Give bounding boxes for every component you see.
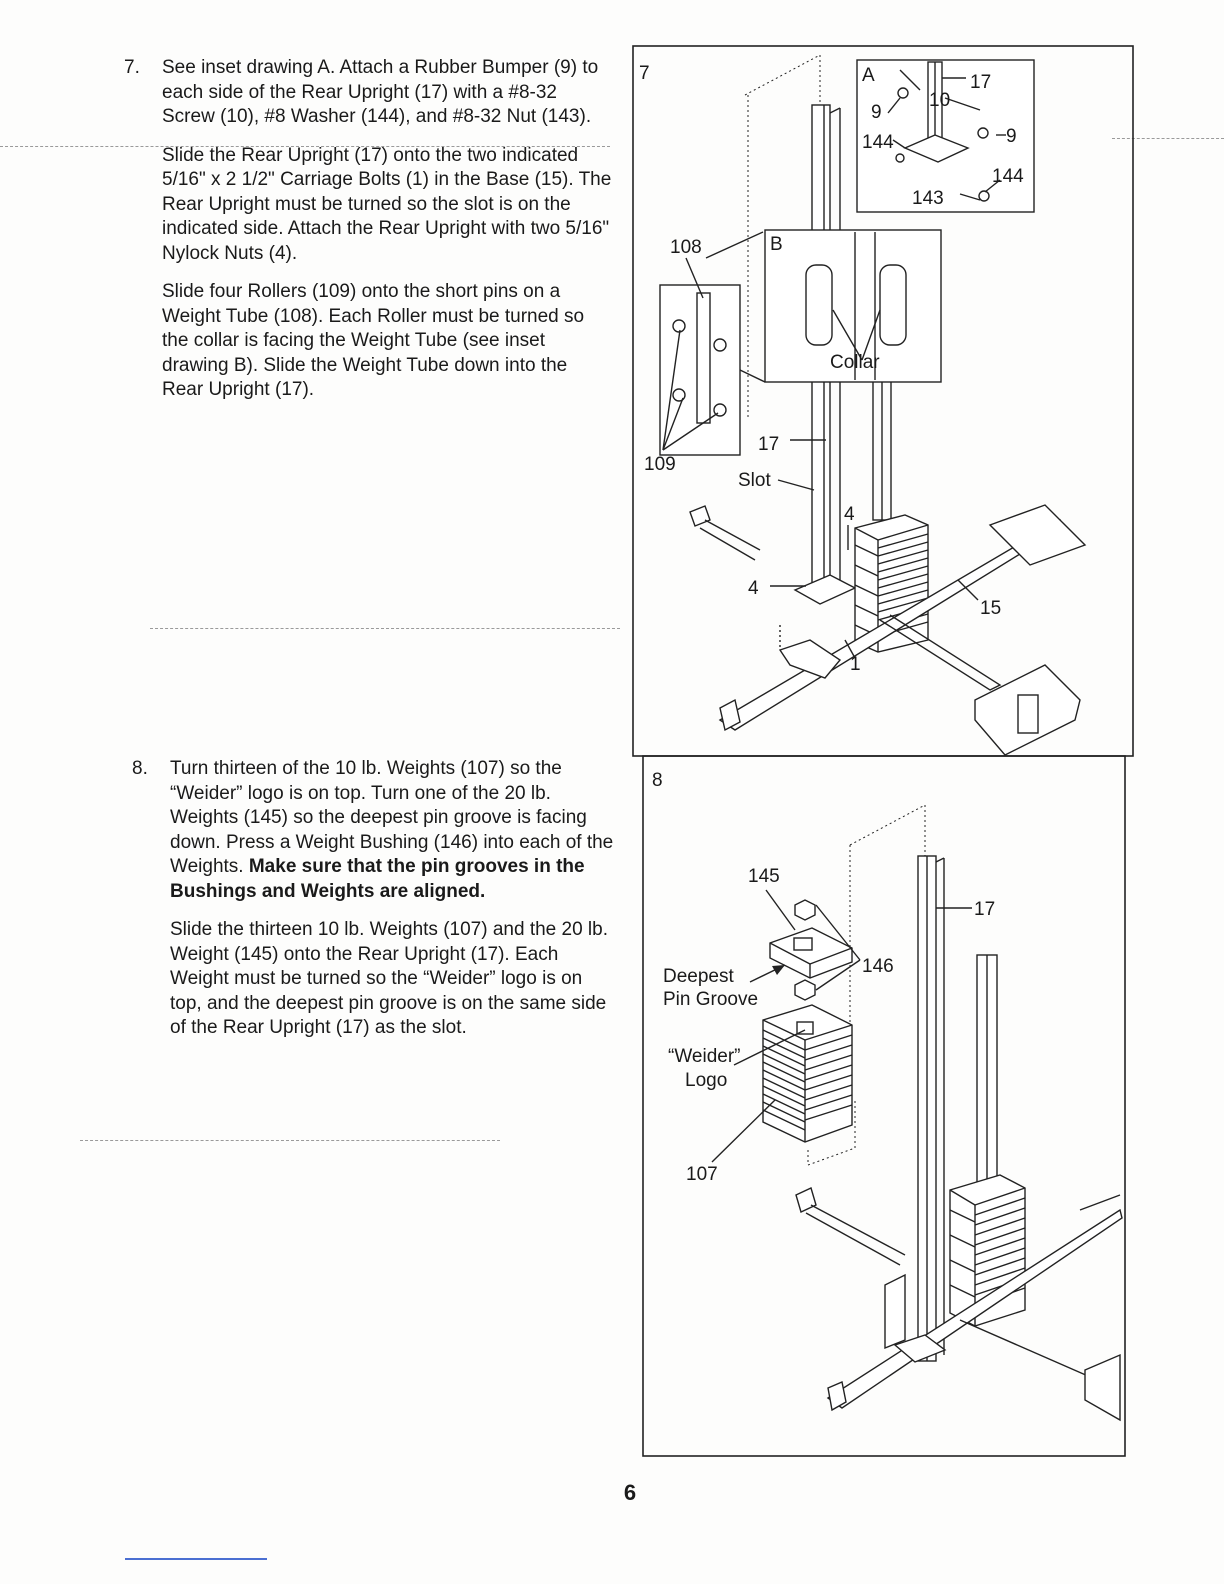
label-pin-groove: Pin Groove: [663, 989, 759, 1010]
step-7-paragraph-3: Slide four Rollers (109) onto the short pins on a Weight Tube (108). Each Roller must be turned so the collar is facing the Weight Tube (see inset drawing B). Slide the Weight Tube down into the Rear Upright (17).: [162, 281, 585, 400]
step-7-paragraph-1: See inset drawing A. Attach a Rubber Bumper (9) to each side of the Rear Upright (17) with a #8-32 Screw (10), #8 Washer (144), and #8-32 Nut (143).: [162, 57, 599, 127]
label-weider: “Weider”: [668, 1046, 741, 1067]
panel-7-drawing: [660, 55, 1085, 755]
label-nut-top: 4: [844, 504, 855, 525]
label-bushing: 146: [862, 956, 894, 977]
inset-b-collar: Collar: [830, 352, 880, 373]
label-20lb-weight: 145: [748, 866, 780, 887]
label-weight-tube: 108: [670, 237, 702, 258]
step-8-warning: Make sure that the pin grooves in the Bushings and Weights are aligned.: [170, 856, 585, 902]
inset-a-label-144-left: 144: [862, 132, 894, 153]
label-rollers: 109: [644, 454, 676, 475]
inset-a-label-144-right: 144: [992, 166, 1024, 187]
inset-a-label-10: 10: [929, 90, 951, 111]
inset-a-label-9-right: 9: [1006, 126, 1017, 147]
label-base: 15: [980, 598, 1002, 619]
label-slot: Slot: [738, 470, 771, 491]
label-10lb-weights: 107: [686, 1164, 718, 1185]
inset-a-letter: A: [862, 65, 875, 86]
step-8-paragraph-1-text: Turn thirteen of the 10 lb. Weights (107) so the “Weider” logo is on top. Turn one of the 20 lb. Weights (145) so the deepest pin groove is facing down. Press a Weight Bushing (146) into each of the Weights.: [170, 758, 614, 877]
panel-7-number: 7: [639, 63, 650, 84]
panel-8-number: 8: [652, 770, 663, 791]
inset-a-label-9-left: 9: [871, 102, 882, 123]
weight-stack-8: [763, 1005, 852, 1142]
step-7-paragraph-2: Slide the Rear Upright (17) onto the two indicated 5/16" x 2 1/2" Carriage Bolts (1) in the Base (15). The Rear Upright must be turned so the slot is on the indicated side. Attach the Rear Upright with two 5/16" Nylock Nuts (4).: [162, 144, 612, 264]
label-upright-7: 17: [758, 434, 780, 455]
inset-a-label-17: 17: [970, 72, 992, 93]
label-nut-bottom: 4: [748, 578, 759, 599]
step-8-paragraph-2: Slide the thirteen 10 lb. Weights (107) and the 20 lb. Weight (145) onto the Rear Upright (17). Each Weight must be turned so the “Weider” logo is on top, and the deepest pin groove is on the same side of the Rear Upright (17) as the slot.: [170, 919, 608, 1038]
label-deepest: Deepest: [663, 966, 734, 987]
inset-b-letter: B: [770, 234, 783, 255]
step-8-number: 8.: [132, 758, 148, 779]
panel-8-frame: [643, 756, 1125, 1456]
label-bolts: 1: [850, 654, 861, 675]
panel-8-drawing: [712, 805, 1122, 1420]
page-number: 6: [623, 1480, 637, 1505]
label-upright-8: 17: [974, 899, 996, 920]
scan-underline: [125, 1558, 267, 1560]
inset-a-label-143: 143: [912, 188, 944, 209]
step-7-number: 7.: [124, 57, 140, 78]
label-logo: Logo: [685, 1070, 728, 1091]
